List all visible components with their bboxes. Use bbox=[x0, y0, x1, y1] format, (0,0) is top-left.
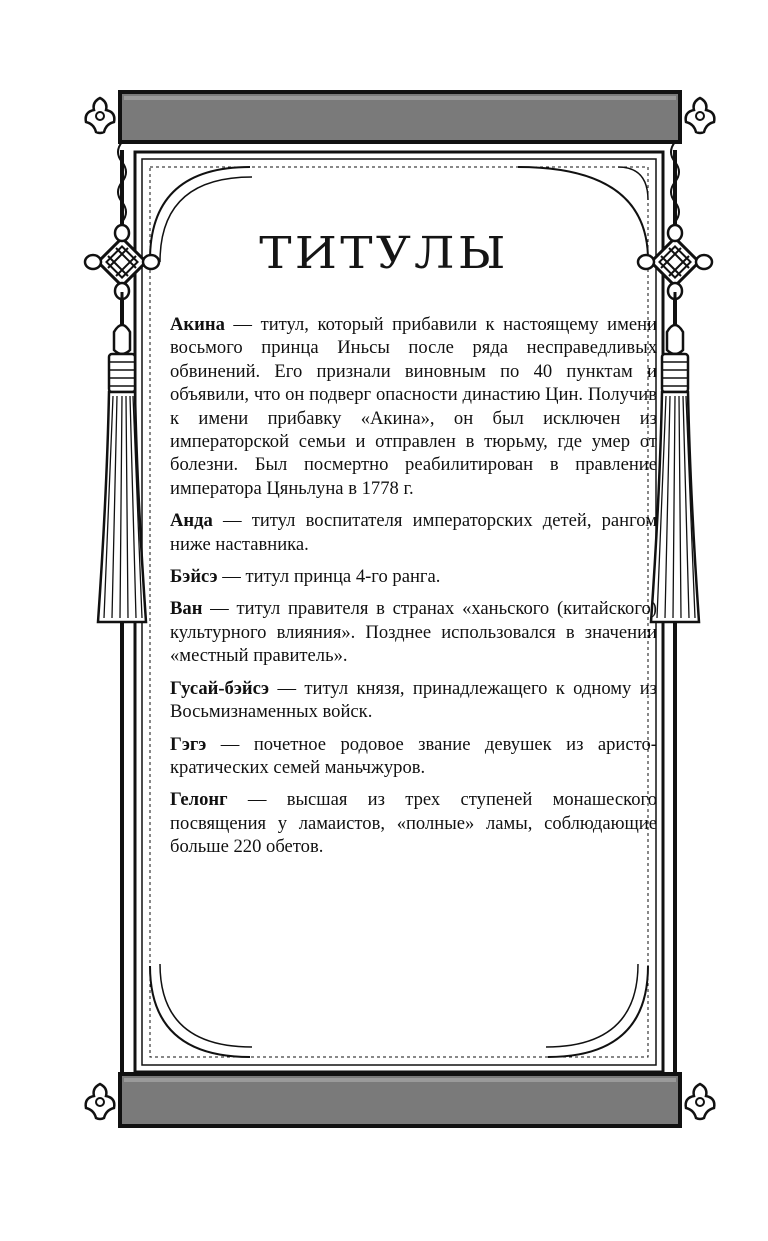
entry-definition: — титул, который прибавили к настоящему имени восьмого принца Иньсы после ряда несправедливых обвинений. Его признали виновным по 40 пунктам и объявили, что он подверг опасности династию Цин. Получив к имени прибавку «Акина», он был исключен из императорской семьи и отправлен в тюрьму, где умер от болезни. Был посмертно реабилитирован в правление императора Цяньлуна в 1778 г. bbox=[170, 314, 657, 499]
entry-term: Анда bbox=[170, 510, 213, 532]
entry-definition: — высшая из трех ступеней монашеского посвящения у ламаистов, «полные» ламы, соблюдающие больше 220 обетов. bbox=[170, 789, 657, 858]
glossary-entry-gusai-beise bbox=[170, 677, 657, 724]
glossary-entries bbox=[170, 313, 657, 868]
page-title: ТИТУЛЫ bbox=[259, 228, 509, 279]
entry-term: Гэгэ bbox=[170, 733, 207, 755]
glossary-entry-beise bbox=[170, 565, 657, 588]
entry-definition: — титул принца 4-го ранга. bbox=[217, 566, 441, 588]
entry-definition: — титул князя, принадлежащего к одному из Восьмизнаменных войск. bbox=[170, 677, 657, 723]
entry-term: Ван bbox=[170, 598, 203, 620]
entry-definition: — титул правителя в странах «ханьского (китайского) культурного влияния». Позднее использовался в значении «местный правитель». bbox=[170, 598, 657, 667]
entry-term: Бэйсэ bbox=[170, 566, 218, 588]
entry-term: Акина bbox=[170, 314, 225, 335]
glossary-entry-anda bbox=[170, 509, 657, 556]
glossary-entry-van bbox=[170, 597, 657, 667]
entry-definition: — почетное родовое звание девушек из аристократических семей маньчжуров. bbox=[170, 733, 657, 778]
glossary-entry-gelong bbox=[170, 788, 657, 858]
entry-term: Гусай-бэйсэ bbox=[170, 677, 270, 699]
glossary-entry-gege bbox=[170, 733, 657, 780]
glossary-entry-akina bbox=[170, 313, 657, 500]
entry-definition: — титул воспитателя императорских детей, рангом ниже наставника. bbox=[170, 510, 657, 555]
entry-term: Гелонг bbox=[170, 789, 228, 811]
